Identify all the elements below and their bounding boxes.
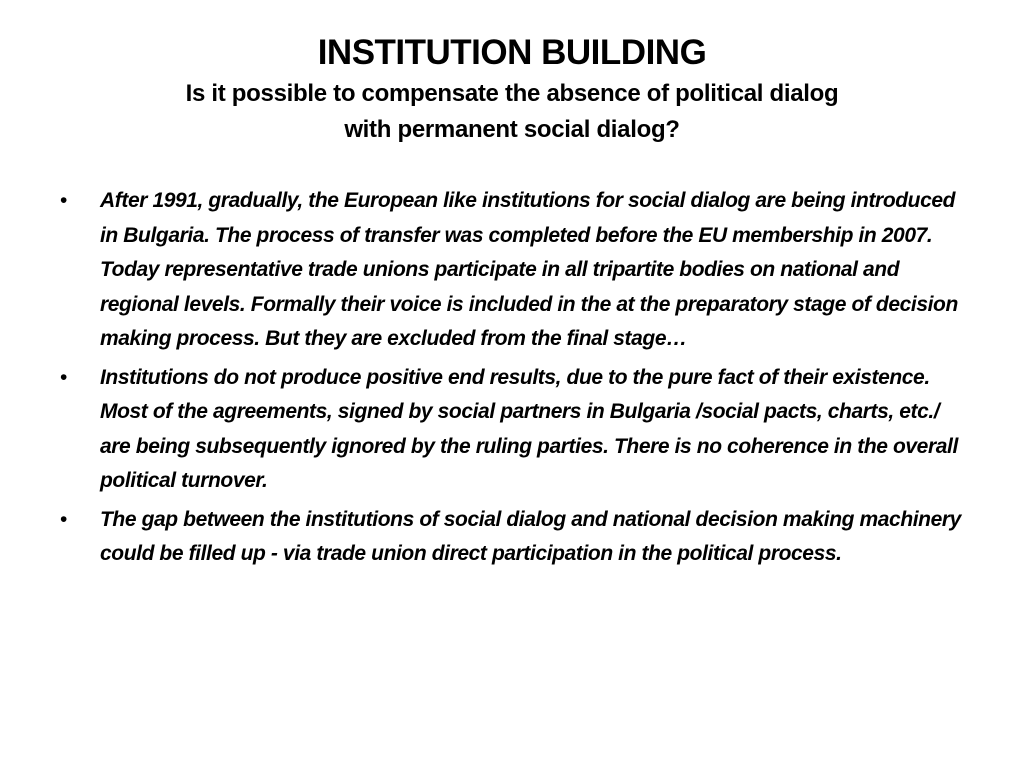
bullet-item	[58, 503, 966, 572]
slide-subtitle-line-2: with permanent social dialog?	[344, 116, 680, 143]
slide-subtitle-line-1: Is it possible to compensate the absence of political dialog	[185, 80, 839, 107]
bullet-icon: •	[60, 365, 67, 389]
slide-title-block	[60, 30, 964, 148]
bullet-item	[58, 361, 966, 499]
bullet-text: The gap between the institutions of social dialog and national decision making machinery could be filled up - via trade union direct participation in the political process.	[100, 507, 961, 565]
bullet-text: Institutions do not produce positive end results, due to the pure fact of their existence. Most of the agreements, signed by social partners in Bulgaria /social pacts, charts, etc./ are being subsequently ignored by the ruling parties. There is no coherence in the overall political turnover.	[100, 365, 958, 492]
bullet-list	[58, 184, 966, 576]
slide-title: INSTITUTION BUILDING	[317, 33, 707, 72]
bullet-icon: •	[60, 507, 67, 531]
bullet-item	[58, 184, 966, 357]
bullet-icon: •	[60, 189, 67, 212]
bullet-text: After 1991, gradually, the European like institutions for social dialog are being introduced in Bulgaria. The process of transfer was completed before the EU membership in 2007. Today representative trade unions participate in all tripartite bodies on national and regional levels. Formally their voice is included in the at the preparatory stage of decision making process. But they are excluded from the final stage…	[100, 189, 958, 350]
